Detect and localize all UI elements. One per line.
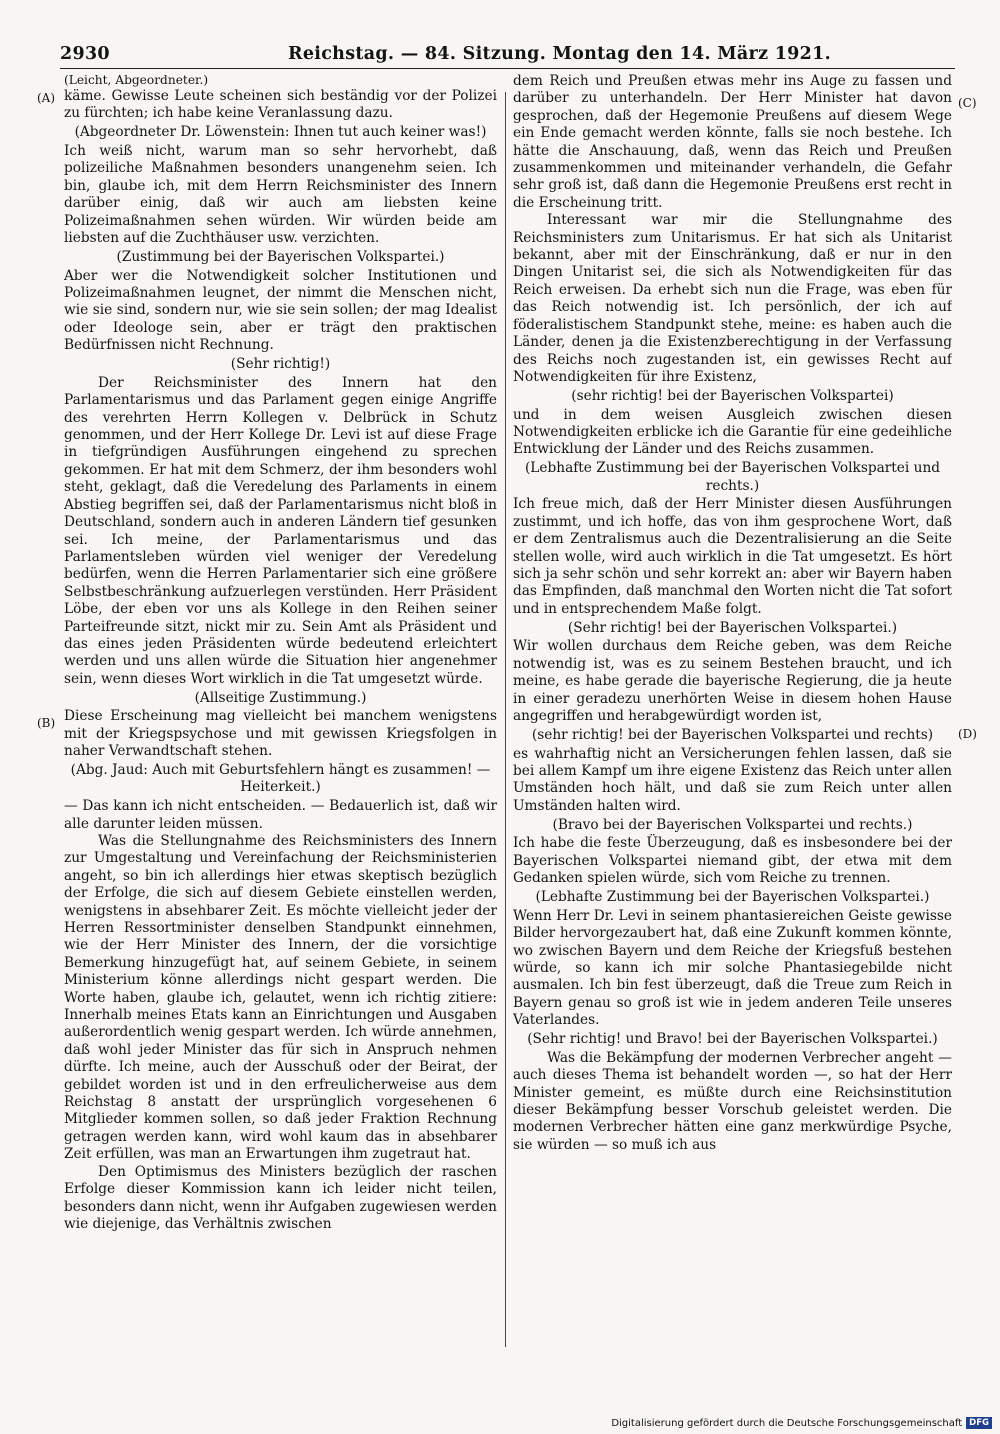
interjection: (Sehr richtig!) bbox=[230, 356, 331, 373]
paragraph: und in dem weisen Ausgleich zwischen diesen Notwendigkeiten erblicke ich die Garantie für eine gedeihliche Entwicklung der Länder und des Reichs zusammen. bbox=[513, 406, 952, 458]
running-head: Reichstag. — 84. Sitzung. Montag den 14. März 1921. bbox=[288, 44, 832, 64]
interjection: (sehr richtig! bei der Bayerischen Volkspartei und rechts) bbox=[531, 726, 934, 743]
paragraph: Interessant war mir die Stellungnahme des Reichsministers zum Unitarismus. Er hat sich als Unitarist bekannt, aber mit der Einschränkung, daß er nur in den Dingen Unitarist sei, die sich als Notwendigkeiten für das Reich erweisen. Da erhebt sich nun die Frage, was eben für das Reich notwendig ist. Ich persönlich, der ich auf föderalistischem Standpunkt stehe, meine: es haben auch die Länder, denen ja die Existenzberechtigung in der Verfassung des Reichs noch zugestanden ist, ein gewisses Recht auf Notwendigkeiten für ihre Existenz, bbox=[513, 212, 952, 385]
margin-mark-d: (D) bbox=[958, 727, 977, 741]
header-rule bbox=[60, 68, 955, 69]
interjection: (Lebhafte Zustimmung bei der Bayerischen Volkspartei und rechts.) bbox=[524, 460, 941, 494]
page-header bbox=[60, 44, 955, 68]
paragraph: käme. Gewisse Leute scheinen sich beständig vor der Polizei zu fürchten; ich habe keine Veranlassung dazu. bbox=[64, 88, 497, 122]
interjection: (Abgeordneter Dr. Löwenstein: Ihnen tut auch keiner was!) bbox=[74, 124, 487, 141]
paragraph: dem Reich und Preußen etwas mehr ins Auge zu fassen und darüber zu unterhandeln. Der Herr Minister hat davon gesprochen, daß der Hegemonie Preußens auf diesem Wege ein Ende gemacht werden könnte, falls sie noch bestehe. Ich hätte die Anschauung, daß, wenn das Reich und Preußen zusammenkommen und miteinander verhandeln, die Gefahr sehr groß ist, daß dann die Hegemonie Preußens erst recht in die Erscheinung tritt. bbox=[513, 73, 952, 211]
interjection: (Zustimmung bei der Bayerischen Volkspartei.) bbox=[116, 248, 445, 265]
paragraph: Was die Bekämpfung der modernen Verbrecher angeht — auch dieses Thema ist behandelt worden —, so hat der Herr Minister gemeint, es müßte durch eine Reichsinstitution dieser Bekämpfung besser Vorschub geleistet werden. Die modernen Verbrecher hätten eine ganz merkwürdige Psyche, sie würden — so muß ich aus bbox=[513, 1049, 952, 1153]
paragraph: Den Optimismus des Ministers bezüglich der raschen Erfolge dieser Kommission kann ich leider nicht teilen, besonders dann nicht, wenn ihr Aufgaben zugewiesen werden wie diejenige, das Verhältnis zwischen bbox=[64, 1163, 497, 1232]
interjection: (Bravo bei der Bayerischen Volkspartei und rechts.) bbox=[552, 816, 913, 833]
footer bbox=[611, 1416, 992, 1430]
interjection: (Sehr richtig! und Bravo! bei der Bayerischen Volkspartei.) bbox=[527, 1031, 938, 1048]
paragraph: Ich habe die feste Überzeugung, daß es insbesondere bei der Bayerischen Volkspartei niemand gibt, der etwa mit dem Gedanken spielen würde, sich vom Reiche zu trennen. bbox=[513, 835, 952, 887]
paragraph: Was die Stellungnahme des Reichsministers des Innern zur Umgestaltung und Vereinfachung der Reichsministerien angeht, so bin ich allerdings hier etwas skeptisch bezüglich der Erfolge, die sich auf diesem Gebiete einstellen werden, wenigstens in absehbarer Zeit. Es möchte vielleicht jeder der Herren Ressortminister denselben Standpunkt einnehmen, wie der Herr Minister des Innern, der die vorsichtige Bemerkung hinzugefügt hat, auf seinem Gebiete, in seinem Ministerium könne allerdings nicht gespart werden. Die Worte haben, glaube ich, gelautet, wenn ich richtig zitiere: Innerhalb meines Etats kann an Einrichtungen und Ausgaben außerordentlich wenig gespart werden. Ich würde annehmen, daß wohl jeder Minister das für sich in Anspruch nehmen dürfte. Ich meine, auch der Ausschuß oder der Beirat, der gebildet worden ist und in den erfreulicherweise aus dem Reichstag 8 anstatt der ursprünglich vorgesehenen 6 Mitglieder kommen sollen, so daß jeder Fraktion Rechnung getragen werden kann, wird wohl kaum das in absehbarer Zeit erfüllen, was man an Erwartungen ihm zugetraut hat. bbox=[64, 832, 497, 1163]
interjection: (Sehr richtig! bei der Bayerischen Volkspartei.) bbox=[567, 619, 898, 636]
column-divider bbox=[505, 92, 506, 1347]
paragraph: Der Reichsminister des Innern hat den Parlamentarismus und das Parlament gegen einige Angriffe des verehrten Herrn Kollegen v. Delbrück in Schutz genommen, und der Herr Kollege Dr. Levi ist auf diese Frage in tiefgründigen Ausführungen eingehend zu sprechen gekommen. Er hat mit dem Schmerz, der ihm besonders wohl steht, geklagt, daß die Veredelung des Parlaments in einem Abstieg begriffen sei, daß der Parlamentarismus nicht bloß in Deutschland, sondern auch in anderen Ländern tief gesunken sei. Ich meine, der Parlamentarismus und das Parlamentsleben würden viel weniger der Veredelung bedürfen, wenn die Herren Parlamentarier sich eine größere Selbstbeschränkung aufzuerlegen verstünden. Herr Präsident Löbe, der eben vor uns als Kollege in den Reihen seiner Parteifreunde sitzt, nickt mir zu. Sein Amt als Präsident und das eines jeden Präsidenten würde bedeutend erleichtert werden und uns allen würde die Situation hier angenehmer sein, wenn dieses Wort wirklich in die Tat umgesetzt würde. bbox=[64, 374, 497, 687]
paragraph: Diese Erscheinung mag vielleicht bei manchem wenigstens mit der Kriegspsychose und mit gewissen Kriegsfolgen in naher Verwandtschaft stehen. bbox=[64, 708, 497, 760]
footer-credit: Digitalisierung gefördert durch die Deutsche Forschungsgemeinschaft bbox=[611, 1417, 963, 1429]
paragraph: — Das kann ich nicht entscheiden. — Bedauerlich ist, daß wir alle darunter leiden müssen. bbox=[64, 798, 497, 832]
paragraph: Ich freue mich, daß der Herr Minister diesen Ausführungen zustimmt, und ich hoffe, das von ihm gesprochene Wort, daß er dem Zentralismus auch die Dezentralisierung an die Seite stellen wolle, wird auch wirklich in die Tat umgesetzt. Es hört sich ja sehr schön und sehr korrekt an: aber wir Bayern haben das Empfinden, daß manchmal den Worten nicht die Tat sofort und in entsprechendem Maße folgt. bbox=[513, 496, 952, 617]
interjection: (Abg. Jaud: Auch mit Geburtsfehlern hängt es zusammen! — Heiterkeit.) bbox=[70, 761, 491, 796]
paragraph: Aber wer die Notwendigkeit solcher Institutionen und Polizeimaßnahmen leugnet, der nimmt die Menschen nicht, wie sie sind, sondern nur, wie sie sein sollen; der mag Idealist oder Ideologe sein, aber er trägt den praktischen Bedürfnissen nicht Rechnung. bbox=[64, 267, 497, 354]
paragraph: Wenn Herr Dr. Levi in seinem phantasiereichen Geiste gewisse Bilder hervorgezaubert hat, daß eine Zukunft kommen könnte, wo zwischen Bayern und dem Reiche der Kriegsfuß bestehen würde, so kann ich mir solche Phantasiegebilde nicht ausmalen. Ich bin fest überzeugt, daß die Treue zum Reich in Bayern genau so groß ist wie in jedem anderen Teile unseres Vaterlandes. bbox=[513, 907, 952, 1029]
left-column bbox=[64, 73, 497, 1363]
paragraph: Wir wollen durchaus dem Reiche geben, was dem Reiche notwendig ist, was es zu seinem Bestehen braucht, und ich meine, es habe gerade die bayerische Regierung, die ja heute in einer geradezu unerhörten Weise in diesem hohen Hause angegriffen und herabgewürdigt worden ist, bbox=[513, 638, 952, 724]
interjection: (sehr richtig! bei der Bayerischen Volkspartei) bbox=[571, 387, 894, 404]
paragraph: es wahrhaftig nicht an Versicherungen fehlen lassen, daß sie bei allem Kampf um ihre eigene Existenz das Reich unter allen Umständen hoch hält, und daß sie zum Reich unter allen Umständen halten wird. bbox=[513, 745, 952, 814]
interjection: (Allseitige Zustimmung.) bbox=[194, 689, 367, 706]
dfg-logo: DFG bbox=[966, 1417, 992, 1429]
margin-mark-b: (B) bbox=[37, 716, 56, 730]
paragraph: Ich weiß nicht, warum man so sehr hervorhebt, daß polizeiliche Maßnahmen besonders unangenehm seien. Ich bin, glaube ich, mit dem Herrn Reichsminister des Innern darüber einig, daß wir auch am liebsten keine Polizeimaßnahmen sehen würden. Wir würden beide am liebsten auf die Zuchthäuser usw. verzichten. bbox=[64, 143, 497, 247]
paragraph: (Leicht, Abgeordneter.) bbox=[64, 73, 209, 87]
right-column bbox=[513, 73, 952, 1363]
margin-mark-a: (A) bbox=[37, 91, 56, 105]
interjection: (Lebhafte Zustimmung bei der Bayerischen Volkspartei.) bbox=[535, 888, 930, 905]
margin-mark-c: (C) bbox=[958, 96, 977, 110]
page-number: 2930 bbox=[60, 44, 110, 64]
